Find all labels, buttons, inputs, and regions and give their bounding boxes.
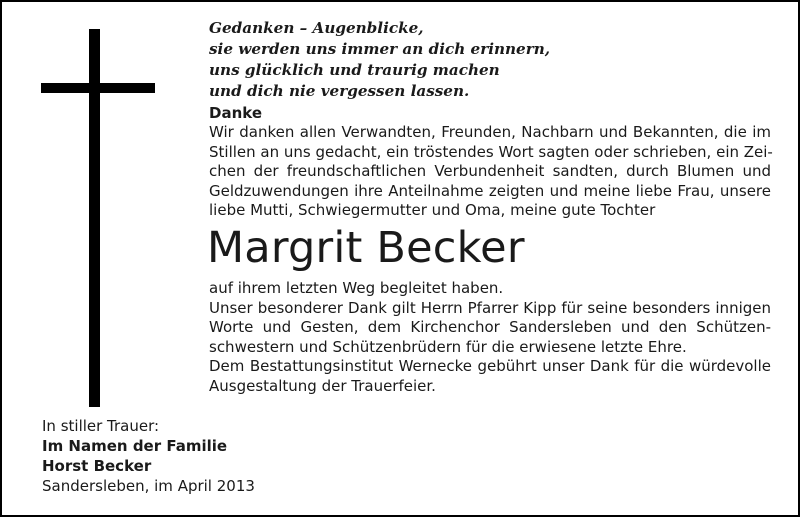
signature-person: Horst Becker xyxy=(42,457,152,475)
text-line: auf ihrem letzten Weg begleitet haben. xyxy=(209,279,504,297)
signature-intro: In stiller Trauer: xyxy=(42,417,160,435)
text-line: Stillen an uns gedacht, ein tröstendes Wort sagten oder schrieben, ein Zei- xyxy=(209,142,773,161)
text-line: Unser besonderer Dank gilt Herrn Pfarrer Kipp für seine besonders innigen xyxy=(209,298,771,317)
text-line: Ausgestaltung der Trauerfeier. xyxy=(209,376,436,395)
poem-line: uns glücklich und traurig machen xyxy=(209,61,500,79)
text-line: chen der freundschaftlichen Verbundenheit sandten, durch Blumen und xyxy=(209,162,771,180)
poem xyxy=(209,18,550,102)
signature-block xyxy=(42,416,255,496)
poem-line: und dich nie vergessen lassen. xyxy=(209,82,470,100)
text-line: Geldzuwendungen ihre Anteilnahme zeigten und meine liebe Frau, unsere xyxy=(209,181,771,200)
text-line: Dem Bestattungsinstitut Wernecke gebührt unser Dank für die würdevolle xyxy=(209,357,771,375)
cross-icon-crossbar xyxy=(41,83,155,93)
text-line: Wir danken allen Verwandten, Freunden, Nachbarn und Bekannten, die im xyxy=(209,123,771,141)
signature-place-date: Sandersleben, im April 2013 xyxy=(42,477,255,495)
poem-line: sie werden uns immer an dich erinnern, xyxy=(209,40,551,58)
thanks-paragraph-1 xyxy=(209,123,771,221)
thanks-heading: Danke xyxy=(209,104,262,122)
text-line: Worte und Gesten, dem Kirchenchor Sandersleben und den Schützen- xyxy=(209,318,771,336)
text-line: liebe Mutti, Schwiegermutter und Oma, meine gute Tochter xyxy=(209,201,656,219)
poem-line: Gedanken – Augenblicke, xyxy=(209,19,424,37)
thanks-paragraph-2 xyxy=(209,279,771,396)
signature-family: Im Namen der Familie xyxy=(42,437,228,455)
deceased-name: Margrit Becker xyxy=(207,223,525,273)
text-line: schwestern und Schützenbrüdern für die erwiesene letzte Ehre. xyxy=(209,337,687,356)
